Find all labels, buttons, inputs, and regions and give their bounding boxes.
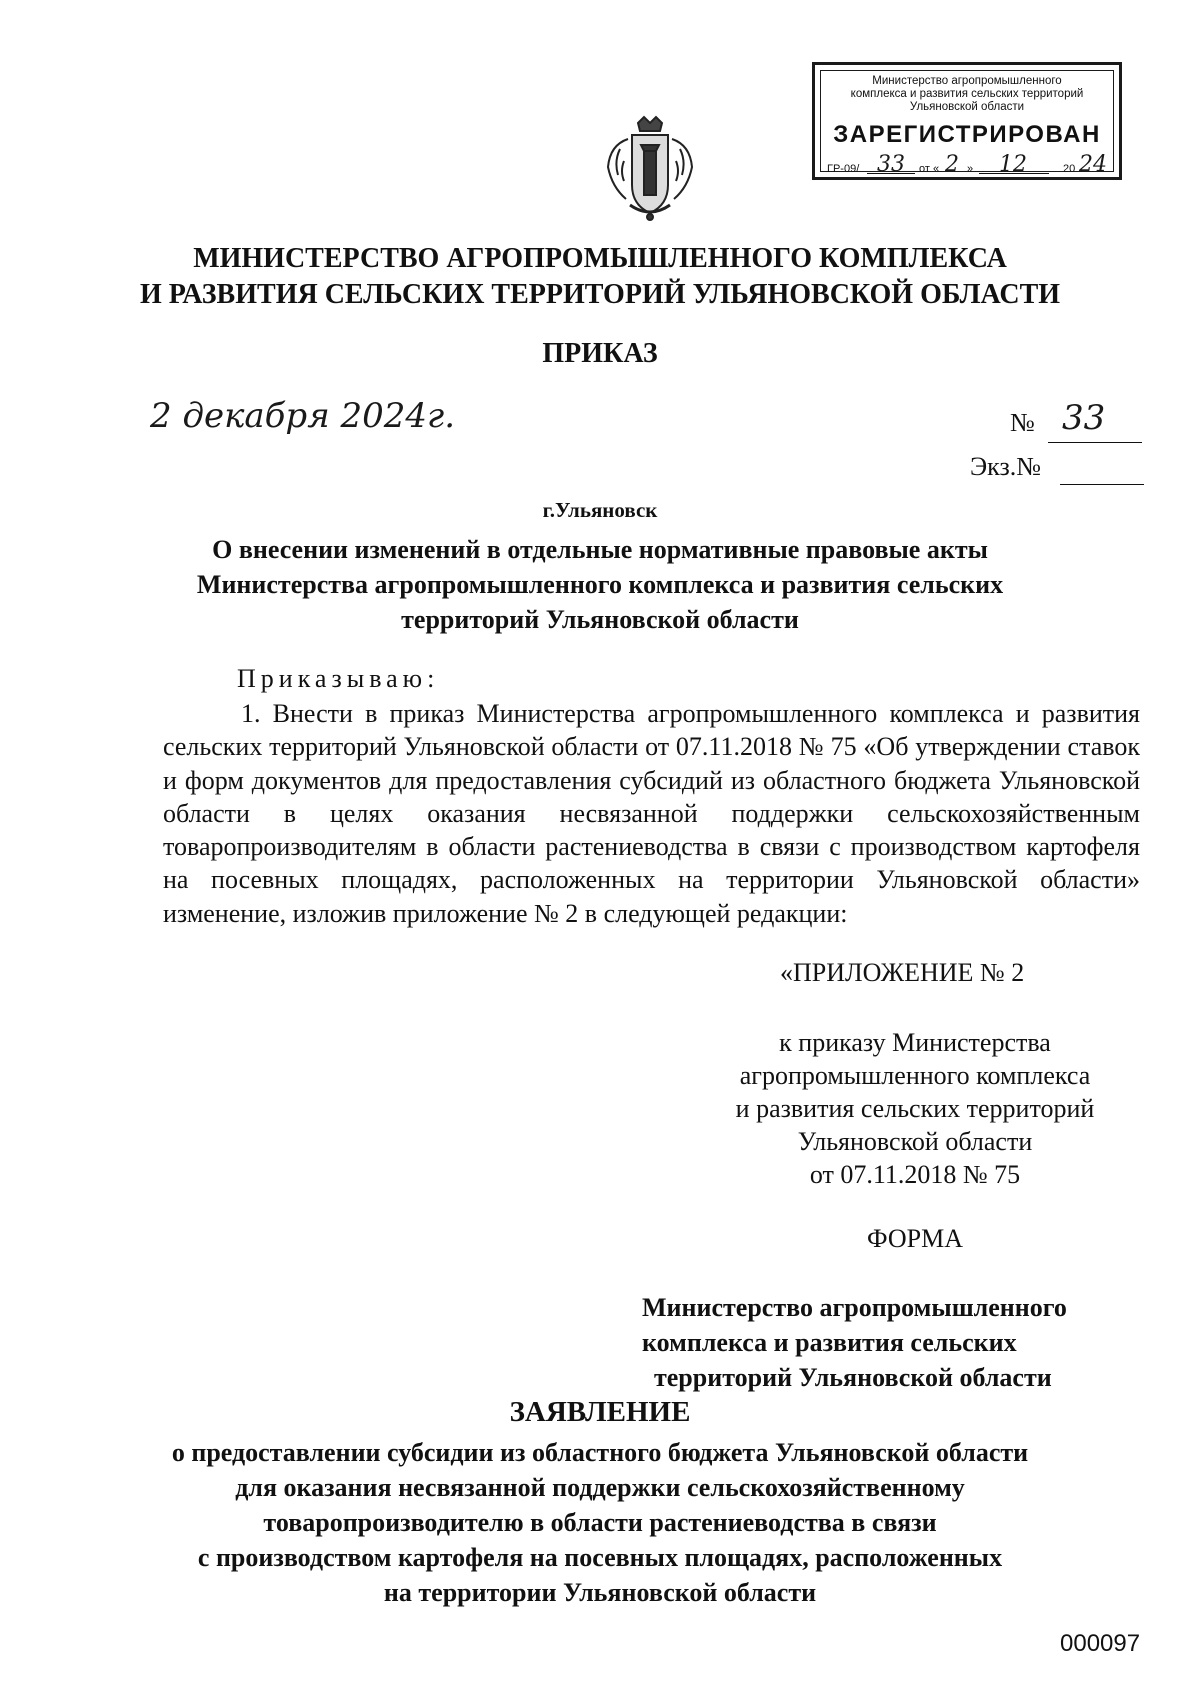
- stamp-line-1: Министерство агропромышленного: [872, 75, 1062, 87]
- stamp-line-3: Ульяновской области: [909, 101, 1025, 113]
- appendix-ref-line-4: Ульяновской области: [797, 1127, 1033, 1156]
- ministry-name-line-1: МИНИСТЕРСТВО АГРОПРОМЫШЛЕННОГО КОМПЛЕКСА: [193, 243, 1007, 274]
- order-title-line-1: О внесении изменений в отдельные нормативные правовые акты: [212, 535, 988, 564]
- application-desc-line-4: с производством картофеля на посевных площадях, расположенных: [197, 1543, 1003, 1572]
- appendix-ref-line-1: к приказу Министерства: [779, 1028, 1051, 1057]
- copy-number-line: [1060, 484, 1144, 485]
- stamp-year-suffix: 24: [1079, 152, 1107, 177]
- stamp-from-label: от «: [919, 163, 940, 175]
- coat-of-arms-emblem: [600, 115, 700, 223]
- addressee-line-3: территорий Ульяновской области: [654, 1363, 1052, 1392]
- application-desc-line-1: о предоставлении субсидии из областного бюджета Ульяновской области: [171, 1438, 1029, 1467]
- stamp-line-2: комплекса и развития сельских территорий: [850, 88, 1084, 100]
- addressee-line-1: Министерство агропромышленного: [642, 1293, 1067, 1322]
- application-desc-line-5: на территории Ульяновской области: [383, 1578, 817, 1607]
- addressee-line-2: комплекса и развития сельских: [642, 1328, 1017, 1357]
- stamp-registered: ЗАРЕГИСТРИРОВАН: [833, 121, 1101, 148]
- stamp-month: 12: [999, 152, 1027, 177]
- appendix-heading: «ПРИЛОЖЕНИЕ № 2: [780, 958, 1025, 987]
- appendix-ref-line-5: от 07.11.2018 № 75: [809, 1160, 1021, 1189]
- application-desc-line-2: для оказания несвязанной поддержки сельскохозяйственному: [235, 1473, 965, 1502]
- ministry-name-line-2: И РАЗВИТИЯ СЕЛЬСКИХ ТЕРРИТОРИЙ УЛЬЯНОВСКОЙ ОБЛАСТИ: [139, 279, 1061, 310]
- order-number-label: №: [1010, 408, 1035, 437]
- order-date-handwritten: 2 декабря 2024г.: [150, 396, 456, 436]
- order-title-line-2: Министерства агропромышленного комплекса и развития сельских: [196, 570, 1004, 599]
- stamp-reg-number: 33: [877, 152, 905, 177]
- registration-stamp: [812, 62, 1122, 180]
- stamp-year-prefix: 20: [1063, 163, 1076, 175]
- appendix-ref-line-2: агропромышленного комплекса: [739, 1061, 1091, 1090]
- stamp-reg-prefix: ГР-09/: [827, 163, 860, 175]
- appendix-ref-line-3: и развития сельских территорий: [735, 1094, 1095, 1123]
- application-desc-line-3: товаропроизводителю в области растениеводства в связи: [263, 1508, 937, 1537]
- stamp-registration-row: [827, 152, 1107, 177]
- addressee-block: [642, 1290, 1067, 1395]
- order-word: Приказываю:: [237, 664, 440, 693]
- stamp-quote-close: »: [967, 163, 974, 175]
- order-title-line-3: территорий Ульяновской области: [401, 605, 799, 634]
- paragraph-1: 1. Внести в приказ Министерства агропромышленного комплекса и развития сельских территорий Ульяновской области от 07.11.2018 № 75 «Об утверждении ставок и форм документов для предоставления субсидий из областного бюджета Ульяновской области в целях оказания несвязанной поддержки сельскохозяйственным товаропроизводителям в области растениеводства в связи с производством картофеля на посевных площадях, расположенных на территории Ульяновской области» изменение, изложив приложение № 2 в следующей редакции:: [163, 699, 1140, 928]
- document-type: ПРИКАЗ: [542, 338, 658, 369]
- order-number-line: [1048, 442, 1142, 443]
- copy-number-label: Экз.№: [970, 452, 1042, 481]
- form-label: ФОРМА: [867, 1224, 963, 1253]
- order-number: 33: [1062, 398, 1106, 438]
- page-serial-number: 000097: [1060, 1630, 1141, 1657]
- stamp-day: 2: [945, 152, 959, 177]
- appendix-reference: [690, 1026, 1140, 1191]
- city: г.Ульяновск: [542, 498, 658, 522]
- application-title: ЗАЯВЛЕНИЕ: [509, 1396, 691, 1428]
